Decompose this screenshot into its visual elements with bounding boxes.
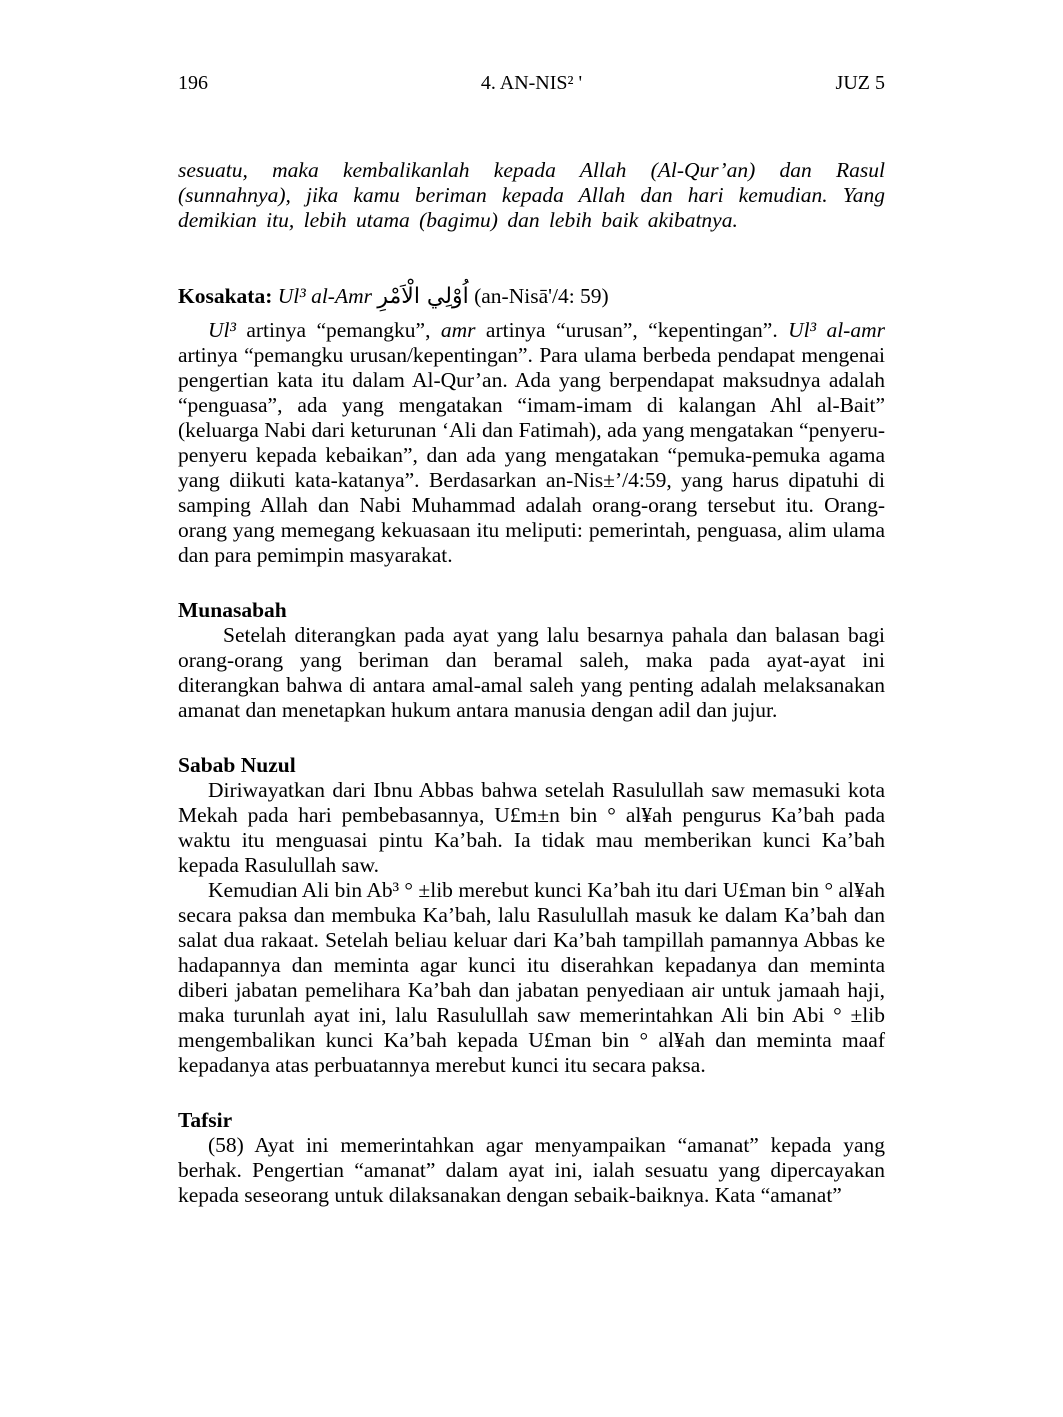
kosakata-paragraph [178,318,885,568]
page-number: 196 [178,72,208,94]
sabab-nuzul-paragraph-1: Diriwayatkan dari Ibnu Abbas bahwa setelah Rasulullah saw memasuki kota Mekah pada hari pembebasannya, U£m±n bin ° al¥ah pengurus Ka’bah pada waktu itu menguasai pintu Ka’bah. Ia tidak mau memberikan kunci Ka’bah kepada Rasulullah saw. [178,778,885,877]
tafsir-paragraph-1: (58) Ayat ini memerintahkan agar menyampaikan “amanat” kepada yang berhak. Pengertian “amanat” dalam ayat ini, ialah sesuatu yang dipercayakan kepada seseorang untuk dilaksanakan dengan sebaik-baiknya. Kata “amanat” [178,1133,885,1207]
kosakata-term: Ul³ al-Amr [277,284,372,308]
chapter-title: 4. AN-NIS² ' [480,72,583,94]
term-uli: Ul³ [208,318,236,342]
page-header [178,72,885,98]
term-uli-al-amr: Ul³ al-amr [788,318,885,342]
intro-translation: sesuatu, maka kembalikanlah kepada Allah (Al-Qur’an) dan Rasul (sunnahnya), jika kamu beriman kepada Allah dan hari kemudian. Yang demikian itu, lebih utama (bagimu) dan lebih baik akibatnya. [178,158,885,232]
tafsir-section [178,1108,885,1208]
kosakata-reference: (an-Nisā'/4: 59) [474,284,609,308]
kosakata-text-3: artinya “pemangku urusan/kepentingan”. Para ulama berbeda pendapat mengenai pengertian kata itu dalam Al-Qur’an. Ada yang berpendapat maksudnya adalah “penguasa”, ada yang mengatakan “imam-imam di kalangan Ahl al-Bait” (keluarga Nabi dari keturunan ‘Ali dan Fatimah), ada yang mengatakan “penyeru-penyeru kepada kebaikan”, dan ada yang mengatakan “pemuka-pemuka agama yang diikuti kata-katanya”. Berdasarkan an-Nis±’/4:59, yang harus dipatuhi di samping Allah dan Nabi Muhammad adalah orang-orang tersebut itu. Orang-orang yang memegang kekuasaan itu meliputi: pemerintah, penguasa, alim ulama dan para pemimpin masyarakat. [178,343,885,567]
sabab-nuzul-paragraph-2: Kemudian Ali bin Ab³ ° ±lib merebut kunci Ka’bah itu dari U£man bin ° al¥ah secara paksa dan membuka Ka’bah, lalu Rasulullah masuk ke dalam Ka’bah dan salat dua rakaat. Setelah beliau keluar dari Ka’bah tampillah pamannya Abbas ke hadapannya dan meminta agar kunci itu diserahkan kepadanya dan meminta diberi jabatan pemelihara Ka’bah dan jabatan penyediaan air untuk jamaah haji, maka turunlah ayat ini, lalu Rasulullah saw memerintahkan Ali bin Abi ° ±lib mengembalikan kunci Ka’bah kepada U£man bin ° al¥ah dan meminta maaf kepadanya atas perbuatannya merebut kunci itu secara paksa. [178,878,885,1077]
kosakata-text-2: artinya “urusan”, “kepentingan”. [475,318,789,342]
munasabah-heading: Munasabah [178,598,287,622]
kosakata-text-1: artinya “pemangku”, [235,318,441,342]
kosakata-section [178,281,885,568]
sabab-nuzul-heading: Sabab Nuzul [178,753,296,777]
kosakata-arabic: اُوْلِي الْاَمْرِ [377,284,469,309]
term-amr: amr [440,318,476,342]
munasabah-paragraph: Setelah diterangkan pada ayat yang lalu besarnya pahala dan balasan bagi orang-orang yang beriman dan beramal saleh, maka pada ayat-ayat ini diterangkan bahwa di antara amal-amal saleh yang penting adalah melaksanakan amanat dan menetapkan hukum antara manusia dengan adil dan jujur. [178,623,885,722]
munasabah-section [178,598,885,723]
tafsir-heading: Tafsir [178,1108,233,1132]
sabab-nuzul-section [178,753,885,1078]
kosakata-heading-line [178,281,885,312]
juz-label: JUZ 5 [835,72,885,94]
kosakata-label: Kosakata: [178,284,273,308]
page-content [178,158,885,1208]
